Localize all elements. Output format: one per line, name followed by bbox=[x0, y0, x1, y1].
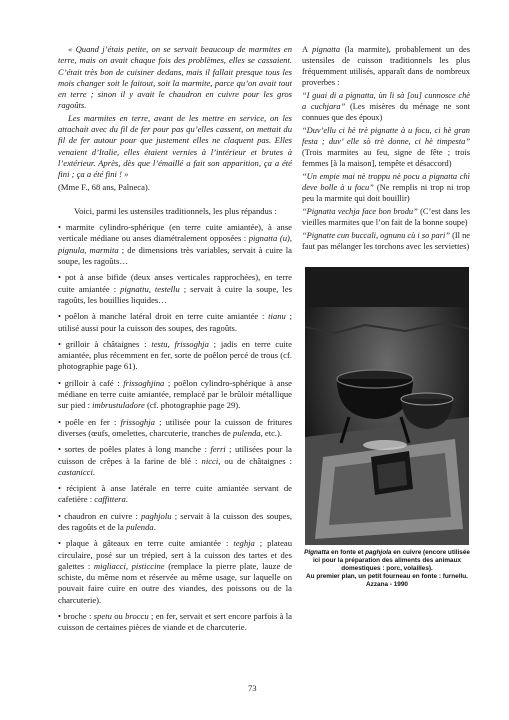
italic-term: “I guai di a pignatta, ùn li sà [ou] cunnosce chè a cuchjara” bbox=[302, 91, 470, 111]
proverb-item bbox=[302, 90, 470, 123]
text-run: Au premier plan, un petit fourneau en fonte : furnellu. bbox=[306, 573, 468, 581]
text-run: • marmite cylindro-sphérique (en terre cuite amiantée), à anse verticale médiane ou anses diamétralement opposées : bbox=[58, 222, 292, 244]
text-run: ; utilisé aussi pour la cuisson des soupes, des ragoûts. bbox=[58, 311, 292, 333]
utensil-item bbox=[58, 222, 292, 267]
italic-term: “Pignatte cun buccali, ognunu cù i so pari” bbox=[302, 231, 450, 240]
italic-term: “Un empie mai nè troppu nè pocu a pignatta chì deve bolle à u focu” bbox=[302, 172, 470, 192]
utensil-item bbox=[58, 511, 292, 534]
text-run: ; utilisées pour la cuisson de crêpes à la farine de blé : bbox=[58, 444, 292, 466]
text-run: ; utilisée pour la cuisson de fritures diverses (œufs, omelettes, charcuterie, tranches de bbox=[58, 416, 292, 438]
caption-line-2 bbox=[300, 573, 474, 581]
italic-term: pignatta bbox=[312, 45, 341, 54]
text-run: ; en fer, servait et sert encore parfois à la cuisson de certaines pièces de viande et de charcuterie. bbox=[58, 611, 293, 633]
text-run: (la marmite), probablement un des ustensiles de cuisson traditionnels les plus fréquemment utilisés, apparaît dans de nombreux proverbes : bbox=[302, 45, 470, 87]
photo-illustration bbox=[305, 267, 469, 545]
text-run: ; poêlon cylindro-sphérique à anse médiane en terre cuite amiantée, remplacé par le brûloir métallique sur pied : bbox=[58, 377, 292, 411]
utensil-item bbox=[58, 311, 292, 334]
utensil-item bbox=[58, 538, 292, 606]
text-run: • sortes de poêles plates à long manche : bbox=[58, 444, 211, 455]
italic-term: frissoghjina bbox=[123, 377, 165, 388]
italic-term: tianu bbox=[268, 311, 286, 322]
italic-term: ferri bbox=[210, 444, 226, 455]
italic-term: castanicci bbox=[58, 466, 93, 477]
italic-term: Pignatta bbox=[304, 549, 330, 556]
text-run: (Les misères du ménage ne sont connues que des époux) bbox=[302, 102, 470, 122]
utensils-intro: Voici, parmi les ustensiles traditionnels, les plus répandus : bbox=[74, 205, 277, 216]
utensil-item bbox=[58, 272, 292, 306]
page-number: 73 bbox=[248, 683, 257, 693]
proverbs-list bbox=[302, 90, 470, 252]
text-run: (cf. photographie page 29). bbox=[144, 400, 241, 411]
text-run: • pot à anse bifide (deux anses verticales rapprochées), en terre cuite amiantée : bbox=[58, 272, 292, 294]
italic-term: “Duv’ellu ci hè trè pignatte à u focu, ci hè gran festa ; duv’ elle sò trè donne, ci hè timpesta” bbox=[302, 126, 470, 146]
text-run: • grilloir à café : bbox=[58, 377, 124, 388]
italic-term: caffittera bbox=[94, 494, 126, 505]
caption-line-1 bbox=[300, 549, 474, 573]
right-column bbox=[302, 44, 470, 252]
testimony-paragraph-1: « Quand j’étais petite, on se servait beaucoup de marmites en terre, mais on avait chaque fois des problèmes, elles se cassaient. C’était très bon de cuisiner dedans, mais il fallait presque tous les mois changer soit le faitout, soit la marmite, parce qu’on avait tout en terre ; sinon il y avait le chaudron en cuivre pour les gros ragoûts. bbox=[58, 44, 292, 111]
text-run: ; servait à cuire la soupe, les ragoûts, les bouillies liquides… bbox=[58, 283, 292, 305]
caption-line-3 bbox=[300, 581, 474, 589]
text-run: . bbox=[125, 494, 128, 505]
italic-term: broccu bbox=[125, 611, 149, 622]
italic-term: paghjolu bbox=[140, 510, 172, 521]
italic-term: paghjola bbox=[365, 549, 392, 556]
text-run: . bbox=[92, 466, 95, 477]
text-run: (Il ne faut pas mélanger les torchons avec les serviettes) bbox=[302, 231, 471, 251]
text-run: ; plateau circulaire, posé sur un trépied, sert à la cuisson des tartes et des galettes : bbox=[58, 538, 292, 571]
text-run: , ou de châtaignes : bbox=[218, 455, 292, 466]
utensil-item bbox=[58, 483, 292, 506]
italic-term: nicci bbox=[201, 455, 219, 466]
text-run: en fonte et bbox=[329, 549, 366, 556]
text-run: ou bbox=[111, 611, 126, 622]
text-run: • poêle en fer : bbox=[58, 416, 121, 427]
text-run: ; servait à la cuisson des soupes, des ragoûts et de la bbox=[58, 510, 292, 532]
italic-term: testu, frissoghja bbox=[151, 338, 209, 349]
text-run: ; de dimensions très variables, servait à cuire la soupe, les ragoûts… bbox=[58, 244, 292, 267]
text-run: (Trois marmites au feu, signe de fête ; trois femmes [à la maison], tempête et désaccord) bbox=[302, 148, 470, 168]
italic-term: pulenda bbox=[232, 427, 261, 438]
proverb-item bbox=[302, 230, 470, 252]
text-run: (remplace la pierre plate, lauze de schiste, du même nom et réservée au même usage, sur laquelle on pouvait faire cuire en outre des viandes, des poissons ou de la charcuterie). bbox=[58, 560, 292, 605]
text-run: • récipient à anse latérale en terre cuite amiantée servant de cafetière : bbox=[58, 483, 292, 505]
text-run: • plaque à gâteaux en terre cuite amiantée : bbox=[58, 538, 234, 549]
text-run: • poêlon à manche latéral droit en terre cuite amiantée : bbox=[58, 311, 269, 322]
photo-caption bbox=[300, 549, 474, 589]
photograph-hearth-pots bbox=[305, 267, 469, 545]
italic-term: pignattu, testellu bbox=[120, 283, 180, 294]
italic-term: frissoghja bbox=[120, 416, 155, 427]
text-run: • grilloir à châtaignes : bbox=[58, 338, 152, 349]
testimony-attribution: (Mme F., 68 ans, Palneca). bbox=[58, 181, 150, 192]
italic-term: spetu bbox=[93, 611, 112, 622]
text-run: (Ne remplis ni trop ni trop peu la marmite qui doit bouillir) bbox=[302, 183, 470, 203]
italic-term: teghja bbox=[233, 538, 255, 549]
testimony-paragraph-2: Les marmites en terre, avant de les mettre en service, on les attachait avec du fil de fer pour pas qu’elles cassent, on mettait du fil de fer autour pour que justement elles ne claquent pas. Elles venaient d’Italie, elles étaient vernies à l’intérieur et brutes à l’extérieur. Après, dès que l’émaillé a fait son apparition, ça a été fini ; ça a été fini ! » bbox=[58, 112, 292, 180]
text-run: • broche : bbox=[58, 611, 94, 622]
italic-term: pignatta (u), pignula, marmita bbox=[58, 233, 292, 255]
italic-term: pulenda bbox=[126, 521, 154, 532]
italic-term: “Pignatta vechja face bon brodu” bbox=[302, 207, 418, 216]
italic-term: migliacci, pisticcine bbox=[93, 560, 165, 571]
text-run: Azzana - 1990 bbox=[366, 581, 408, 589]
utensil-item bbox=[58, 417, 292, 440]
text-run: , etc.). bbox=[260, 427, 283, 438]
text-run: ; jadis en terre cuite amiantée, plus récemment en fer, sorte de poêlon percé de trous (cf. photographie page 61). bbox=[58, 338, 292, 372]
utensil-item bbox=[58, 444, 292, 478]
italic-term: imbrustuladore bbox=[92, 400, 145, 411]
utensil-item bbox=[58, 339, 292, 373]
left-column bbox=[58, 44, 292, 639]
text-run: A bbox=[302, 45, 313, 54]
proverb-item bbox=[302, 206, 470, 228]
text-run: (C’est dans les vieilles marmites que l’on fait de la bonne soupe) bbox=[302, 207, 470, 227]
proverb-item bbox=[302, 125, 470, 169]
text-run: • chaudron en cuivre : bbox=[58, 510, 141, 521]
utensils-list bbox=[58, 222, 292, 634]
utensil-item bbox=[58, 611, 292, 634]
text-run: en cuivre (encore utilisée ici pour la préparation des aliments des animaux domestiques : porc, volailles). bbox=[312, 549, 470, 573]
proverbs-intro bbox=[302, 44, 470, 88]
utensil-item bbox=[58, 378, 292, 412]
text-run: . bbox=[153, 521, 156, 532]
proverb-item bbox=[302, 171, 470, 204]
